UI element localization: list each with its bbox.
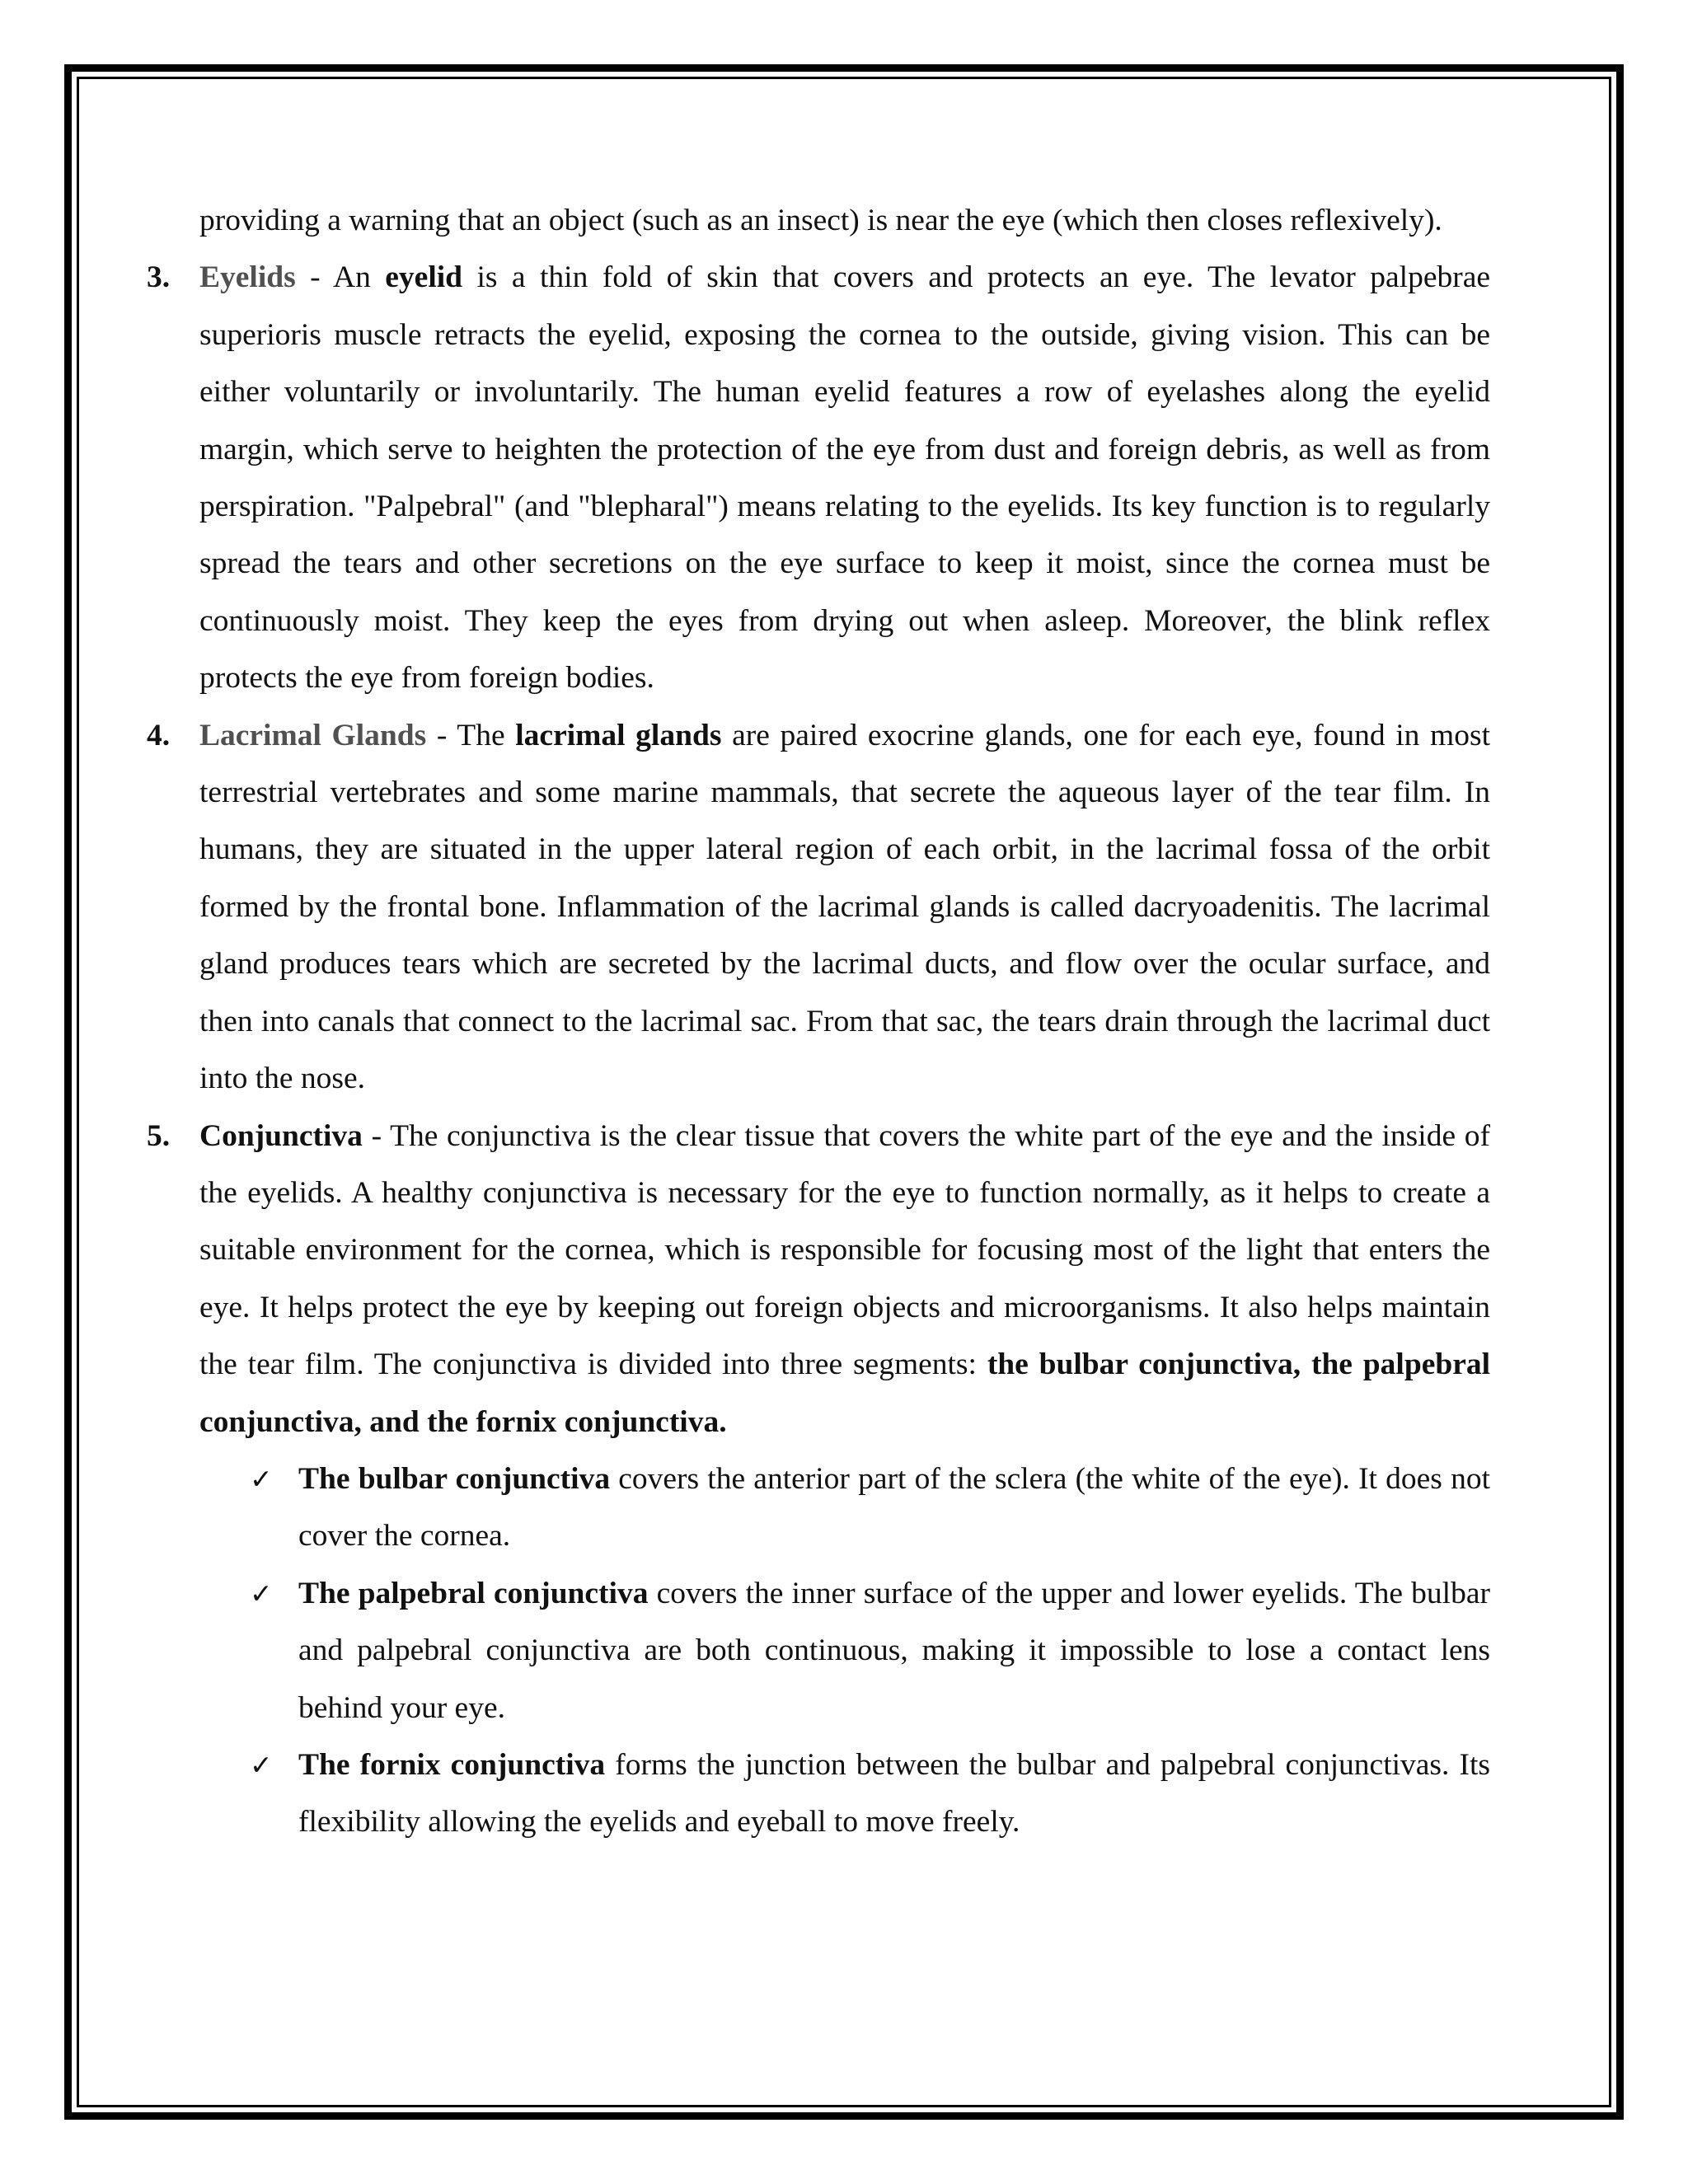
checkmark-icon: ✓: [250, 1462, 273, 1495]
term-heading: Conjunctiva: [199, 1118, 363, 1153]
checkmark-icon: ✓: [250, 1577, 273, 1610]
subitem-fornix: [147, 1736, 1490, 1851]
list-item-lacrimal-glands: [147, 707, 1490, 1108]
subitem-palpebral: [147, 1565, 1490, 1736]
page-content: [147, 192, 1490, 1851]
subitem-text: covers the anterior part of the sclera (the white of the eye). It does not cover the cornea.: [298, 1461, 1490, 1554]
subitem-bold: The palpebral conjunctiva: [298, 1576, 649, 1610]
term-heading: Lacrimal Glands: [199, 718, 427, 752]
separator-text: - The: [426, 718, 516, 752]
list-number: 3.: [147, 260, 171, 295]
list-item-eyelids: [147, 249, 1490, 706]
list-number: 4.: [147, 718, 171, 752]
separator-text: - An: [295, 260, 386, 295]
term-bold: eyelid: [385, 260, 463, 295]
subitem-text: covers the inner surface of the upper and lower eyelids. The bulbar and palpebral conjunctiva are both continuous, making it impossible to lose a contact lens behind your eye.: [298, 1576, 1490, 1725]
subitem-bulbar: [147, 1451, 1490, 1565]
item-text: are paired exocrine glands, one for each eye, found in most terrestrial vertebrates and some marine mammals, that secrete the aqueous layer of the tear film. In humans, they are situated in the upper lateral region of each orbit, in the lacrimal fossa of the orbit formed by the frontal bone. Inflammation of the lacrimal glands is called dacryoadenitis. The lacrimal gland produces tears which are secreted by the lacrimal ducts, and flow over the ocular surface, and then into canals that connect to the lacrimal sac. From that sac, the tears drain through the lacrimal duct into the nose.: [199, 718, 1490, 1096]
list-item-conjunctiva: [147, 1108, 1490, 1451]
term-heading: Eyelids: [199, 260, 296, 295]
subitem-text: forms the junction between the bulbar and palpebral conjunctivas. Its flexibility allowing the eyelids and eyeball to move freely.: [298, 1747, 1491, 1840]
subitem-bold: The bulbar conjunctiva: [298, 1461, 611, 1496]
checkmark-icon: ✓: [250, 1748, 273, 1781]
list-number: 5.: [147, 1118, 171, 1153]
intro-paragraph: providing a warning that an object (such as an insect) is near the eye (which then closes reflexively).: [199, 204, 1442, 237]
term-bold: lacrimal glands: [515, 718, 722, 752]
item-text: is a thin fold of skin that covers and protects an eye. The levator palpebrae superioris muscle retracts the eyelid, exposing the cornea to the outside, giving vision. This can be either voluntarily or involuntarily. The human eyelid features a row of eyelashes along the eyelid margin, which serve to heighten the protection of the eye from dust and foreign debris, as well as from perspiration. "Palpebral" (and "blepharal") means relating to the eyelids. Its key function is to regularly spread the tears and other secretions on the eye surface to keep it moist, since the cornea must be continuously moist. They keep the eyes from drying out when asleep. Moreover, the blink reflex protects the eye from foreign bodies.: [199, 260, 1490, 696]
segments-bold: the bulbar conjunctiva, the palpebral conjunctiva, and the fornix conjunctiva.: [199, 1347, 1491, 1439]
item-text: - The conjunctiva is the clear tissue that covers the white part of the eye and the inside of the eyelids. A healthy conjunctiva is necessary for the eye to function normally, as it helps to create a suitable environment for the cornea, which is responsible for focusing most of the light that enters the eye. It helps protect the eye by keeping out foreign objects and microorganisms. It also helps maintain the tear film. The conjunctiva is divided into three segments:: [199, 1118, 1490, 1382]
subitem-bold: The fornix conjunctiva: [298, 1747, 606, 1782]
